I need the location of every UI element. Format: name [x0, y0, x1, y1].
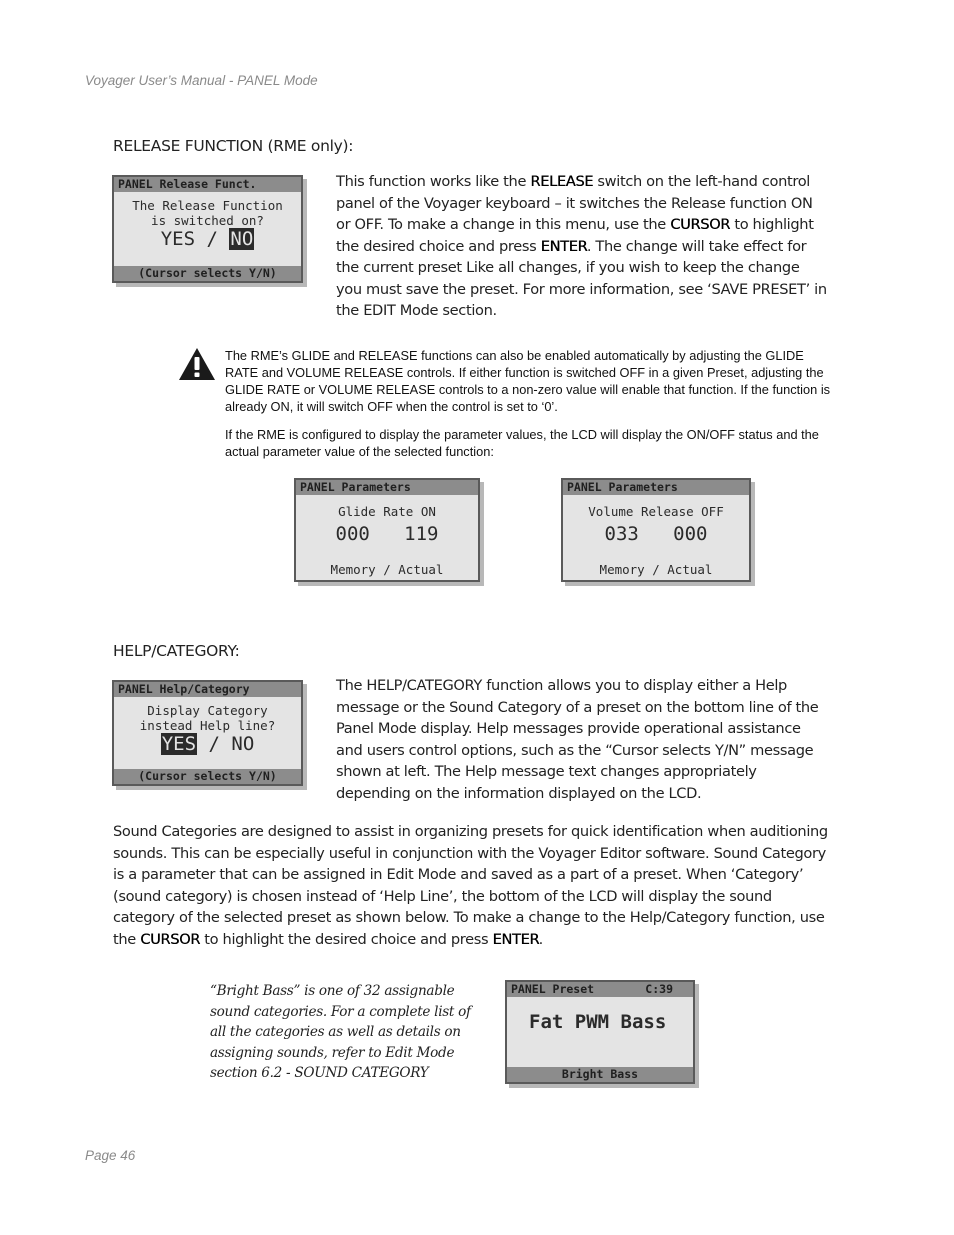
warning-note: The RME’s GLIDE and RELEASE functions can also be enabled automatically by adjusting the GLIDE RATE and VOLUME RELEASE controls. If either function is switched OFF in a given Preset, adjusting the GLIDE RATE or VOLUME RELEASE controls to a non-zero value will enable that function. If the function is already ON, it will switch OFF when the control is set to ‘0’.: [225, 348, 831, 414]
category-caption: “Bright Bass” is one of 32 assignable sound categories. For a complete list of all the categories as well as details on assigning sounds, refer to Edit Mode section 6.2 - SOUND CATEGORY: [210, 983, 471, 1081]
lcd-line: is switched on?: [151, 213, 264, 228]
lcd-choice-line: [114, 733, 301, 755]
lcd-sound-category: Bright Bass: [507, 1067, 693, 1082]
lcd-title: PANEL Help/Category: [114, 682, 301, 697]
page-number: Page 46: [85, 1148, 136, 1163]
lcd-yes-option: YES: [160, 228, 196, 250]
lcd-title: PANEL Preset: [511, 982, 595, 996]
lcd-actual-value: 000: [673, 523, 708, 545]
help-paragraph: The HELP/CATEGORY function allows you to display either a Help message or the Sound Category of a preset on the bottom line of the Panel Mode display. Help messages provide operational assistance and users control options, such as the “Cursor selects Y/N” message shown at left. The Help message text changes appropriately depending on the information displayed on the LCD.: [336, 677, 819, 802]
lcd-actual-value: 119: [404, 523, 439, 545]
lcd-glide-rate: [294, 478, 480, 582]
lcd-memory-value: 000: [335, 523, 370, 545]
sound-category-paragraph: Sound Categories are designed to assist in organizing presets for quick identification when auditioning sounds. This can be especially useful in conjunction with the Voyager Editor software. Sound Category is a parameter that can be assigned in Edit Mode and saved as a part of a preset. When ‘Category’ (sound category) is chosen instead of ‘Help Line’, the bottom of the LCD will display the sound category of the selected preset as shown below. To make a change to the Help/Category function, use the CURSOR to highlight the desired choice and press ENTER.: [113, 823, 828, 948]
keyword-cursor: CURSOR: [140, 930, 201, 948]
lcd-values: [563, 523, 749, 545]
lcd-line: instead Help line?: [139, 718, 276, 733]
lcd-param-name: Volume Release OFF: [588, 504, 724, 519]
lcd-line: Display Category: [147, 703, 268, 718]
help-section-title: HELP/CATEGORY:: [113, 642, 240, 660]
lcd-choice-line: [114, 228, 301, 250]
lcd-line: The Release Function: [132, 198, 283, 213]
lcd-title-bar: [507, 982, 693, 997]
lcd-yes-option-selected: YES: [161, 733, 197, 755]
lcd-preset: [505, 980, 695, 1084]
running-header: Voyager User’s Manual - PANEL Mode: [85, 73, 318, 88]
lcd-separator: /: [197, 733, 232, 755]
keyword-release: RELEASE: [530, 173, 594, 190]
keyword-enter: ENTER: [540, 237, 587, 255]
lcd-title: PANEL Parameters: [296, 480, 478, 495]
lcd-preset-name: Fat PWM Bass: [529, 1011, 667, 1033]
lcd-title: PANEL Parameters: [563, 480, 749, 495]
lcd-no-option-selected: NO: [230, 228, 254, 250]
lcd-category-number: C:39: [645, 982, 673, 996]
warning-icon: [178, 347, 216, 381]
lcd-values: [296, 523, 478, 545]
keyword-cursor: CURSOR: [670, 216, 731, 233]
lcd-footer: (Cursor selects Y/N): [114, 266, 301, 281]
lcd-footer: (Cursor selects Y/N): [114, 769, 301, 784]
keyword-enter: ENTER: [492, 930, 539, 948]
lcd-memory-value: 033: [604, 523, 639, 545]
lcd-volume-release: [561, 478, 751, 582]
lcd-param-name: Glide Rate ON: [338, 504, 436, 519]
info-note: If the RME is configured to display the parameter values, the LCD will display the ON/OFF status and the actual parameter value of the selected function:: [225, 427, 819, 459]
lcd-footer: Memory / Actual: [599, 562, 713, 577]
lcd-title: PANEL Release Funct.: [114, 177, 301, 192]
lcd-help-category: [112, 680, 303, 786]
release-section-title: RELEASE FUNCTION (RME only):: [113, 137, 354, 155]
lcd-no-option: NO: [231, 733, 255, 755]
lcd-release-function: [112, 175, 303, 283]
lcd-footer: Memory / Actual: [330, 562, 444, 577]
release-paragraph: This function works like the RELEASE switch on the left-hand control panel of the Voyager keyboard – it switches the Release function ON or OFF. To make a change in this menu, use the CURSOR to highlight the desired choice and press ENTER. The change will take effect for the current preset Like all changes, if you wish to keep the change you must save the preset. For more information, see ‘SAVE PRESET’ in the EDIT Mode section.: [336, 173, 827, 319]
lcd-separator: /: [195, 228, 230, 250]
